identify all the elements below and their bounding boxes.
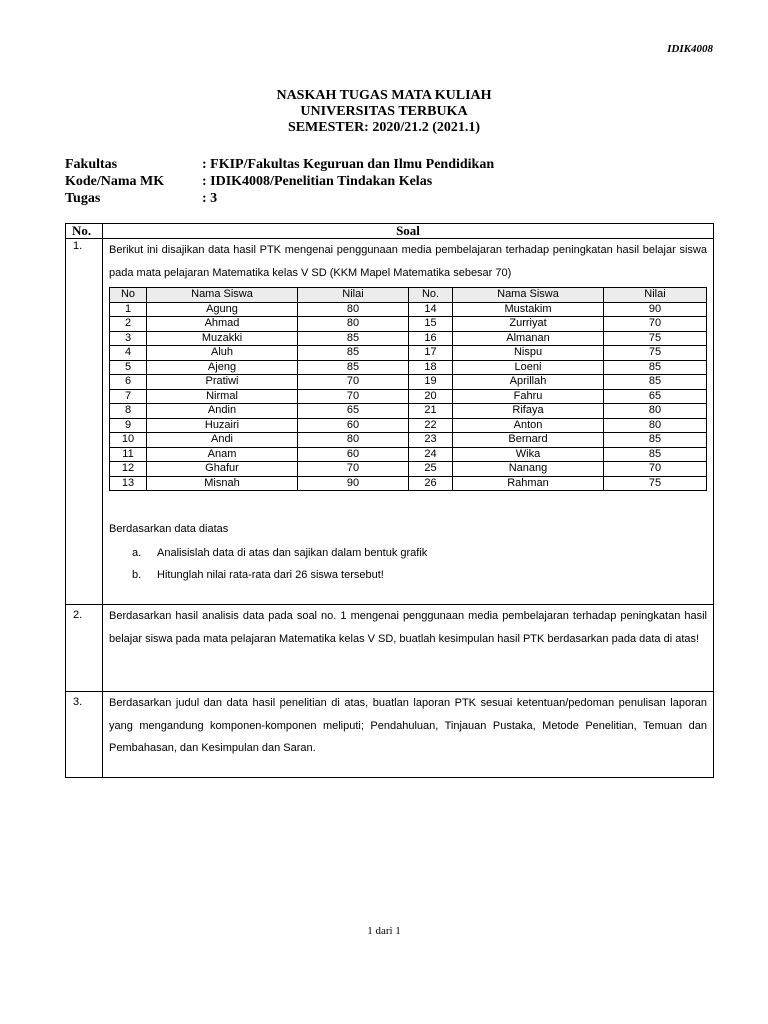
student-no: 12 (110, 462, 147, 477)
student-name: Aprillah (453, 375, 604, 390)
student-no: 25 (409, 462, 453, 477)
questions-table (65, 223, 714, 778)
col-name-right: Nama Siswa (453, 288, 604, 303)
faculty-value: : FKIP/Fakultas Keguruan dan Ilmu Pendidikan (202, 157, 495, 172)
student-no: 17 (409, 346, 453, 361)
student-no: 23 (409, 433, 453, 448)
student-row (110, 389, 707, 404)
student-table-body (110, 302, 707, 491)
student-no: 4 (110, 346, 147, 361)
course-code-row (65, 173, 494, 190)
course-code-value: : IDIK4008/Penelitian Tindakan Kelas (202, 174, 433, 189)
student-score: 85 (298, 331, 409, 346)
student-no: 14 (409, 302, 453, 317)
student-score: 70 (298, 375, 409, 390)
assignment-row (65, 190, 494, 207)
student-name: Misnah (147, 476, 298, 491)
col-score-right: Nilai (604, 288, 707, 303)
instruction-text: Berdasarkan data diatas (109, 523, 229, 535)
student-row (110, 317, 707, 332)
student-score: 75 (604, 346, 707, 361)
question-text: Berdasarkan hasil analisis data pada soal no. 1 mengenai penggunaan media pembelajaran terhadap peningkatan hasil belajar siswa pada mata pelajaran Matematika kelas V SD, buatlah kesimpulan hasil PTK berdasarkan pada data di atas! (109, 610, 707, 645)
student-name: Nispu (453, 346, 604, 361)
student-no: 7 (110, 389, 147, 404)
student-name: Anton (453, 418, 604, 433)
document-code: IDIK4008 (667, 43, 713, 55)
student-name: Mustakim (453, 302, 604, 317)
student-row (110, 476, 707, 491)
student-name: Fahru (453, 389, 604, 404)
student-name: Aluh (147, 346, 298, 361)
question-body (103, 239, 714, 605)
student-no: 8 (110, 404, 147, 419)
student-score: 75 (604, 331, 707, 346)
student-row (110, 302, 707, 317)
student-name: Huzairi (147, 418, 298, 433)
sub-question-label: b. (132, 569, 142, 581)
header-no: No. (66, 224, 103, 239)
sub-question-text: Analisislah data di atas dan sajikan dalam bentuk grafik (157, 547, 428, 559)
student-name: Loeni (453, 360, 604, 375)
student-score: 85 (604, 433, 707, 448)
faculty-row (65, 156, 494, 173)
student-name: Zurriyat (453, 317, 604, 332)
col-name-left: Nama Siswa (147, 288, 298, 303)
student-name: Anam (147, 447, 298, 462)
title-line-2: UNIVERSITAS TERBUKA (300, 104, 468, 119)
student-score: 80 (298, 317, 409, 332)
student-row (110, 418, 707, 433)
page-number: 1 dari 1 (367, 925, 401, 937)
sub-question-label: a. (132, 547, 142, 559)
question-text: Berdasarkan judul dan data hasil penelitian di atas, buatlan laporan PTK sesuai ketentuan/pedoman penulisan laporan yang mengandung komponen-komponen meliputi; Pendahuluan, Tinjauan Pustaka, Metode Penelitian, Temuan dan Pembahasan, dan Kesimpulan dan Saran. (109, 697, 707, 754)
student-no: 6 (110, 375, 147, 390)
student-row (110, 360, 707, 375)
header-soal: Soal (103, 224, 714, 239)
sub-question-list (132, 542, 707, 586)
student-name: Ghafur (147, 462, 298, 477)
course-code-label: Kode/Nama MK (65, 174, 165, 189)
student-name: Bernard (453, 433, 604, 448)
student-name: Wika (453, 447, 604, 462)
student-score: 85 (298, 346, 409, 361)
col-no-left: No (110, 288, 147, 303)
student-score: 70 (298, 389, 409, 404)
question-number: 3. (66, 692, 103, 778)
student-score: 85 (604, 375, 707, 390)
student-name: Rifaya (453, 404, 604, 419)
col-no-right: No. (409, 288, 453, 303)
question-row-3 (66, 692, 714, 778)
student-no: 2 (110, 317, 147, 332)
student-score: 80 (604, 404, 707, 419)
student-score: 90 (604, 302, 707, 317)
student-name: Andi (147, 433, 298, 448)
student-score: 60 (298, 447, 409, 462)
question-row-2 (66, 605, 714, 692)
assignment-label: Tugas (65, 191, 101, 206)
student-scores-table (109, 287, 707, 491)
student-name: Ajeng (147, 360, 298, 375)
student-score: 75 (604, 476, 707, 491)
student-score: 70 (604, 462, 707, 477)
student-name: Almanan (453, 331, 604, 346)
student-name: Nanang (453, 462, 604, 477)
student-no: 20 (409, 389, 453, 404)
student-score: 65 (298, 404, 409, 419)
student-name: Agung (147, 302, 298, 317)
student-row (110, 404, 707, 419)
student-name: Rahman (453, 476, 604, 491)
student-no: 13 (110, 476, 147, 491)
question-text: Berikut ini disajikan data hasil PTK mengenai penggunaan media pembelajaran terhadap peningkatan hasil belajar siswa pada mata pelajaran Matematika kelas V SD (KKM Mapel Matematika sebesar 70) (109, 244, 707, 279)
student-no: 11 (110, 447, 147, 462)
title-line-1: NASKAH TUGAS MATA KULIAH (276, 88, 492, 103)
student-no: 1 (110, 302, 147, 317)
student-score: 80 (298, 302, 409, 317)
student-score: 85 (604, 447, 707, 462)
student-name: Pratiwi (147, 375, 298, 390)
student-no: 21 (409, 404, 453, 419)
question-number: 2. (66, 605, 103, 692)
student-row (110, 375, 707, 390)
student-name: Andin (147, 404, 298, 419)
document-title (0, 88, 768, 136)
student-row (110, 331, 707, 346)
question-body (103, 605, 714, 692)
student-no: 19 (409, 375, 453, 390)
student-no: 18 (409, 360, 453, 375)
questions-table-header (66, 224, 714, 239)
student-no: 9 (110, 418, 147, 433)
student-name: Nirmal (147, 389, 298, 404)
course-info (65, 156, 494, 207)
student-no: 3 (110, 331, 147, 346)
student-row (110, 447, 707, 462)
student-table-header (110, 288, 707, 303)
student-row (110, 433, 707, 448)
question-body (103, 692, 714, 778)
student-row (110, 462, 707, 477)
student-score: 85 (604, 360, 707, 375)
sub-question-text: Hitunglah nilai rata-rata dari 26 siswa tersebut! (157, 569, 384, 581)
student-no: 24 (409, 447, 453, 462)
student-score: 70 (604, 317, 707, 332)
question-row-1 (66, 239, 714, 605)
title-line-3: SEMESTER: 2020/21.2 (2021.1) (287, 120, 481, 135)
student-score: 90 (298, 476, 409, 491)
student-score: 65 (604, 389, 707, 404)
student-name: Ahmad (147, 317, 298, 332)
student-no: 10 (110, 433, 147, 448)
student-no: 16 (409, 331, 453, 346)
assignment-value: : 3 (202, 191, 218, 206)
sub-question-a (132, 542, 707, 564)
student-row (110, 346, 707, 361)
student-score: 60 (298, 418, 409, 433)
student-score: 80 (604, 418, 707, 433)
student-name: Muzakki (147, 331, 298, 346)
student-no: 5 (110, 360, 147, 375)
student-score: 80 (298, 433, 409, 448)
student-score: 85 (298, 360, 409, 375)
faculty-label: Fakultas (65, 157, 118, 172)
student-score: 70 (298, 462, 409, 477)
question-number: 1. (66, 239, 103, 605)
sub-question-b (132, 564, 707, 586)
student-no: 22 (409, 418, 453, 433)
student-no: 26 (409, 476, 453, 491)
student-no: 15 (409, 317, 453, 332)
col-score-left: Nilai (298, 288, 409, 303)
